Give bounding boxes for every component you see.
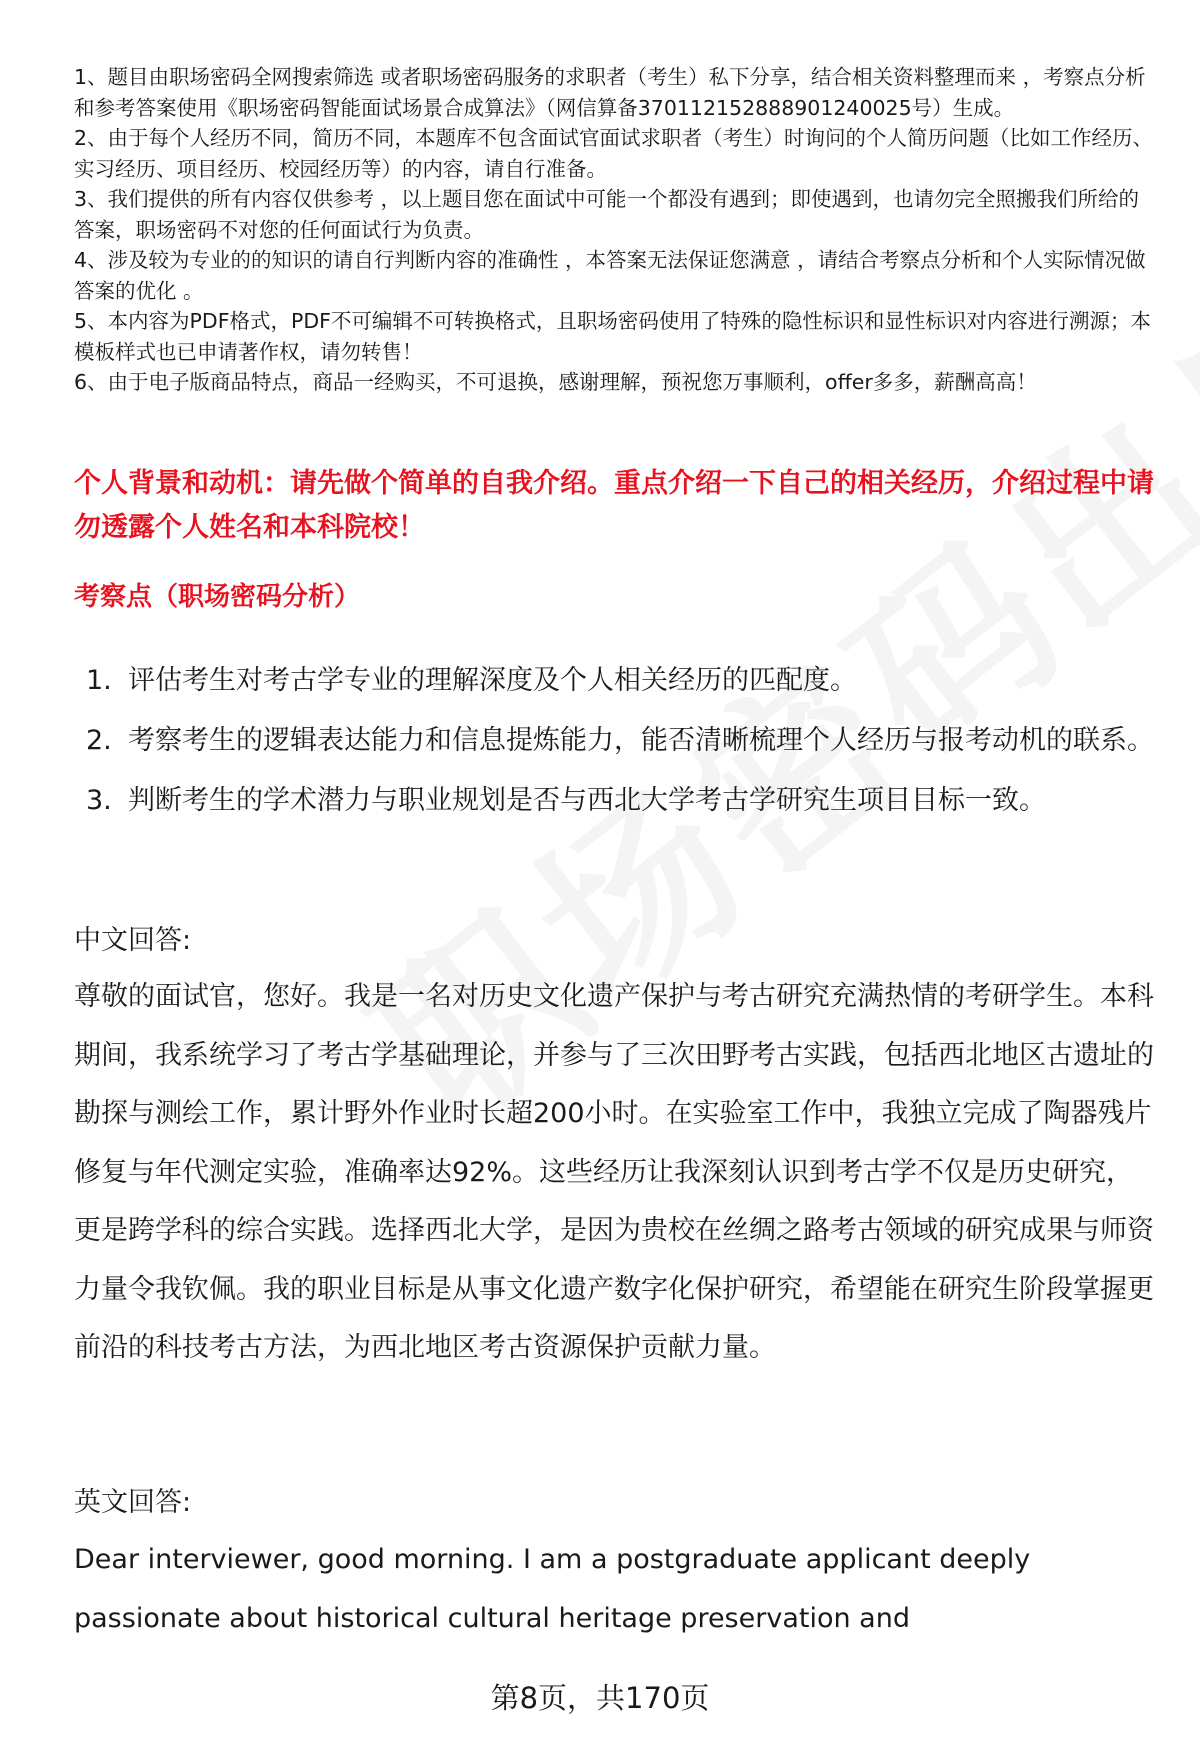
question-heading: 个人背景和动机：请先做个简单的自我介绍。重点介绍一下自己的相关经历，介绍过程中请勿透露个人姓名和本科院校！ [74,468,1154,543]
key-points-title: 考察点（职场密码分析） [74,582,361,612]
disclaimer-item: 6、由于电子版商品特点，商品一经购买，不可退换，感谢理解，预祝您万事顺利，offer多多，薪酬高高！ [74,370,1037,394]
key-points-list [74,652,1154,830]
key-point-text: 评估考生对考古学专业的理解深度及个人相关经历的匹配度。 [128,665,857,696]
disclaimer-item: 5、本内容为PDF格式，PDF不可编辑不可转换格式，且职场密码使用了特殊的隐性标识和显性标识对内容进行溯源；本模板样式也已申请著作权，请勿转售！ [74,309,1151,364]
key-point-number: 2. [86,725,112,756]
disclaimer-item: 3、我们提供的所有内容仅供参考 ，以上题目您在面试中可能一个都没有遇到；即使遇到，也请勿完全照搬我们所给的答案，职场密码不对您的任何面试行为负责。 [74,187,1140,242]
key-point-text: 考察考生的逻辑表达能力和信息提炼能力，能否清晰梳理个人经历与报考动机的联系。 [128,725,1154,756]
key-point-number: 1. [86,665,112,696]
english-answer-label: 英文回答: [74,1487,192,1518]
chinese-answer-text: 尊敬的面试官，您好。我是一名对历史文化遗产保护与考古研究充满热情的考研学生。本科期间，我系统学习了考古学基础理论，并参与了三次田野考古实践，包括西北地区古遗址的勘探与测绘工作，累计野外作业时长超200小时。在实验室工作中，我独立完成了陶器残片修复与年代测定实验，准确率达92%。这些经历让我深刻认识到考古学不仅是历史研究，更是跨学科的综合实践。选择西北大学，是因为贵校在丝绸之路考古领域的研究成果与师资力量令我钦佩。我的职业目标是从事文化遗产数字化保护研究，希望能在研究生阶段掌握更前沿的科技考古方法，为西北地区考古资源保护贡献力量。 [74,981,1154,1363]
page-number-footer: 第8页，共170页 [490,1681,710,1715]
chinese-answer-label: 中文回答: [74,925,192,956]
key-point-item [74,712,1154,770]
key-point-text: 判断考生的学术潜力与职业规划是否与西北大学考古学研究生项目目标一致。 [128,785,1046,816]
disclaimer-item: 1、题目由职场密码全网搜索筛选 或者职场密码服务的求职者（考生）私下分享，结合相关资料整理而来 ，考察点分析和参考答案使用《职场密码智能面试场景合成算法》（网信算备370112152888901240025号）生成。 [74,65,1146,120]
disclaimer-item: 4、涉及较为专业的的知识的请自行判断内容的准确性 ，本答案无法保证您满意 ，请结合考察点分析和个人实际情况做答案的优化 。 [74,248,1146,303]
key-point-item [74,652,1154,710]
key-point-number: 3. [86,785,112,816]
key-point-item [74,772,1154,830]
disclaimer-block [74,62,1154,398]
disclaimer-item: 2、由于每个人经历不同，简历不同，本题库不包含面试官面试求职者（考生）时询问的个人简历问题（比如工作经历、实习经历、项目经历、校园经历等）的内容，请自行准备。 [74,126,1154,181]
english-answer-text: Dear interviewer, good morning. I am a postgraduate applicant deeply passionate about historical cultural heritage preservation and [74,1544,1031,1634]
